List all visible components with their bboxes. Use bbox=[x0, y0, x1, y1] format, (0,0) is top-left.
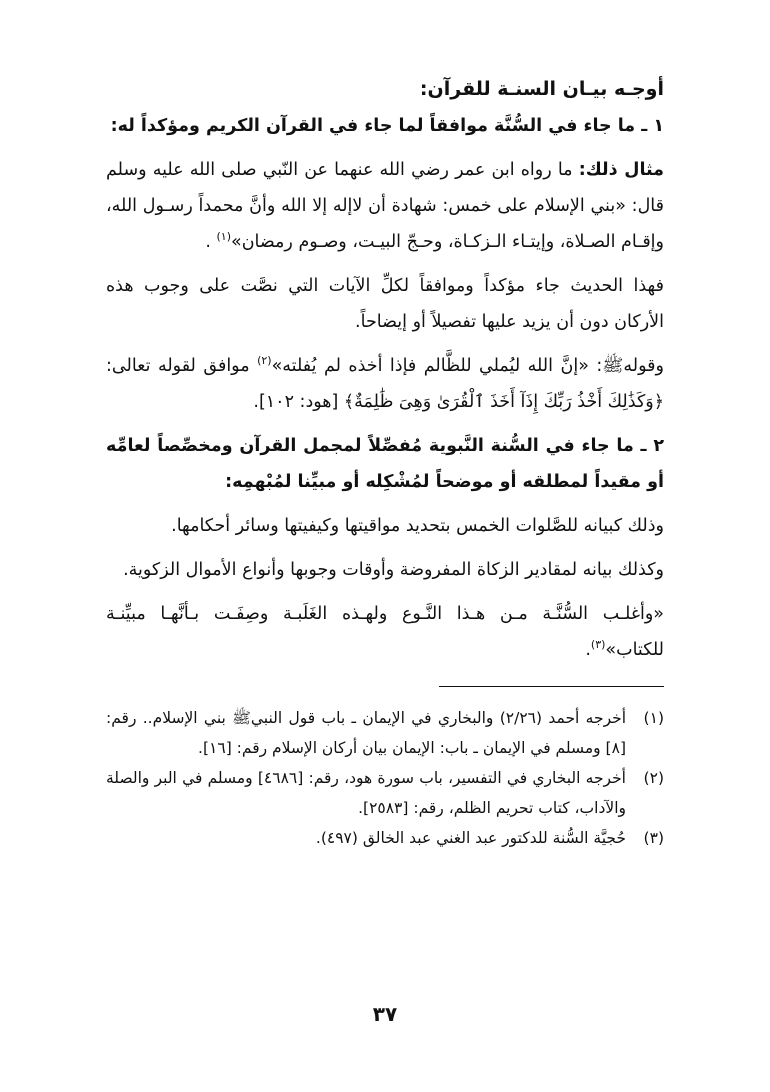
item-1 bbox=[106, 108, 664, 144]
paragraph-3-verse: موافق لقوله تعالى: ﴿وَكَذَٰلِكَ أَخْذُ رَبِّكَ إِذَآ أَخَذَ ٱلْقُرَىٰ وَهِىَ ظَٰلِمَةٌ﴾ [هود: ١٠٢]. bbox=[106, 356, 664, 412]
paragraph-6 bbox=[106, 596, 664, 668]
footnote-ref-2[interactable]: (٢) bbox=[257, 354, 272, 368]
example-paragraph bbox=[106, 152, 664, 260]
paragraph-6-text: «وأغلـب السُّنَّـة مـن هـذا النَّـوع ولهـذه الغَلَبـة وصِفَـت بـأنَّهـا مبيِّنـة للكتاب» bbox=[106, 604, 664, 660]
paragraph-6-period: . bbox=[585, 640, 591, 660]
footnote-1 bbox=[106, 703, 664, 763]
example-text: ما رواه ابن عمر رضي الله عنهما عن النّبي صلى الله عليه وسلم قال: «بني الإسلام على خمس: شهادة أن لاإله إلا الله وأنَّ محمداً رسـول الله، وإقـام الصـلاة، وإيتـاء الـزكـاة، وحـجّ البيـت، وصـوم رمضان» bbox=[106, 160, 664, 252]
footnote-2-text: أخرجه البخاري في التفسير، باب سورة هود، رقم: [٤٦٨٦] ومسلم في البر والصلة والآداب، كتاب تحريم الظلم، رقم: [٢٥٨٣]. bbox=[106, 769, 626, 817]
footnote-separator-wrap bbox=[106, 686, 664, 687]
example-label: مثال ذلك: bbox=[578, 160, 664, 180]
footnote-separator bbox=[439, 686, 664, 687]
footnote-2-number: (٢) bbox=[643, 769, 664, 787]
paragraph-3-hadith: وقولهﷺ: «إنَّ الله ليُملي للظَّالم فإذا أخذه لم يُفلته» bbox=[271, 356, 664, 376]
page-number: ٣٧ bbox=[372, 1002, 398, 1026]
item-2-text: ٢ ـ ما جاء في السُّنة النَّبوية مُفصِّلاً لمجمل القرآن ومخصِّصاً لعامِّه أو مقيداً لمطلقه أو موضحاً لمُشْكِله أو مبيِّنا لمُبْهمِه: bbox=[106, 436, 664, 492]
footnote-3-number: (٣) bbox=[643, 829, 664, 847]
footnote-3 bbox=[106, 823, 664, 853]
footnote-1-text: أخرجه أحمد (٢/٢٦) والبخاري في الإيمان ـ باب قول النبيﷺ بني الإسلام.. رقم: [٨] ومسلم في الإيمان ـ باب: الإيمان بيان أركان الإسلام رقم: [١٦]. bbox=[106, 709, 627, 757]
footnote-ref-1[interactable]: (١) bbox=[216, 230, 231, 244]
paragraph-5: وكذلك بيانه لمقادير الزكاة المفروضة وأوقات وجوبها وأنواع الأموال الزكوية. bbox=[123, 560, 664, 580]
section-heading: أوجـه بيـان السنـة للقرآن: bbox=[419, 78, 664, 100]
paragraph-2: فهذا الحديث جاء مؤكداً وموافقاً لكلِّ الآيات التي نصَّت على وجوب هذه الأركان دون أن يزيد عليها تفصيلاً أو إيضاحاً. bbox=[106, 276, 664, 332]
example-period: . bbox=[205, 232, 211, 252]
paragraph-4: وذلك كبيانه للصَّلوات الخمس بتحديد مواقيتها وكيفيتها وسائر أحكامها. bbox=[171, 516, 664, 536]
footnote-2 bbox=[106, 763, 664, 823]
footnote-3-text: حُجيَّة السُّنة للدكتور عبد الغني عبد الخالق (٤٩٧). bbox=[315, 829, 626, 847]
footnote-1-number: (١) bbox=[643, 709, 664, 727]
footnote-ref-3[interactable]: (٣) bbox=[590, 638, 606, 652]
item-2 bbox=[106, 428, 664, 500]
paragraph-3 bbox=[106, 348, 664, 420]
item-1-text: ١ ـ ما جاء في السُّنَّة موافقاً لما جاء في القرآن الكريم ومؤكداً له: bbox=[110, 116, 664, 136]
